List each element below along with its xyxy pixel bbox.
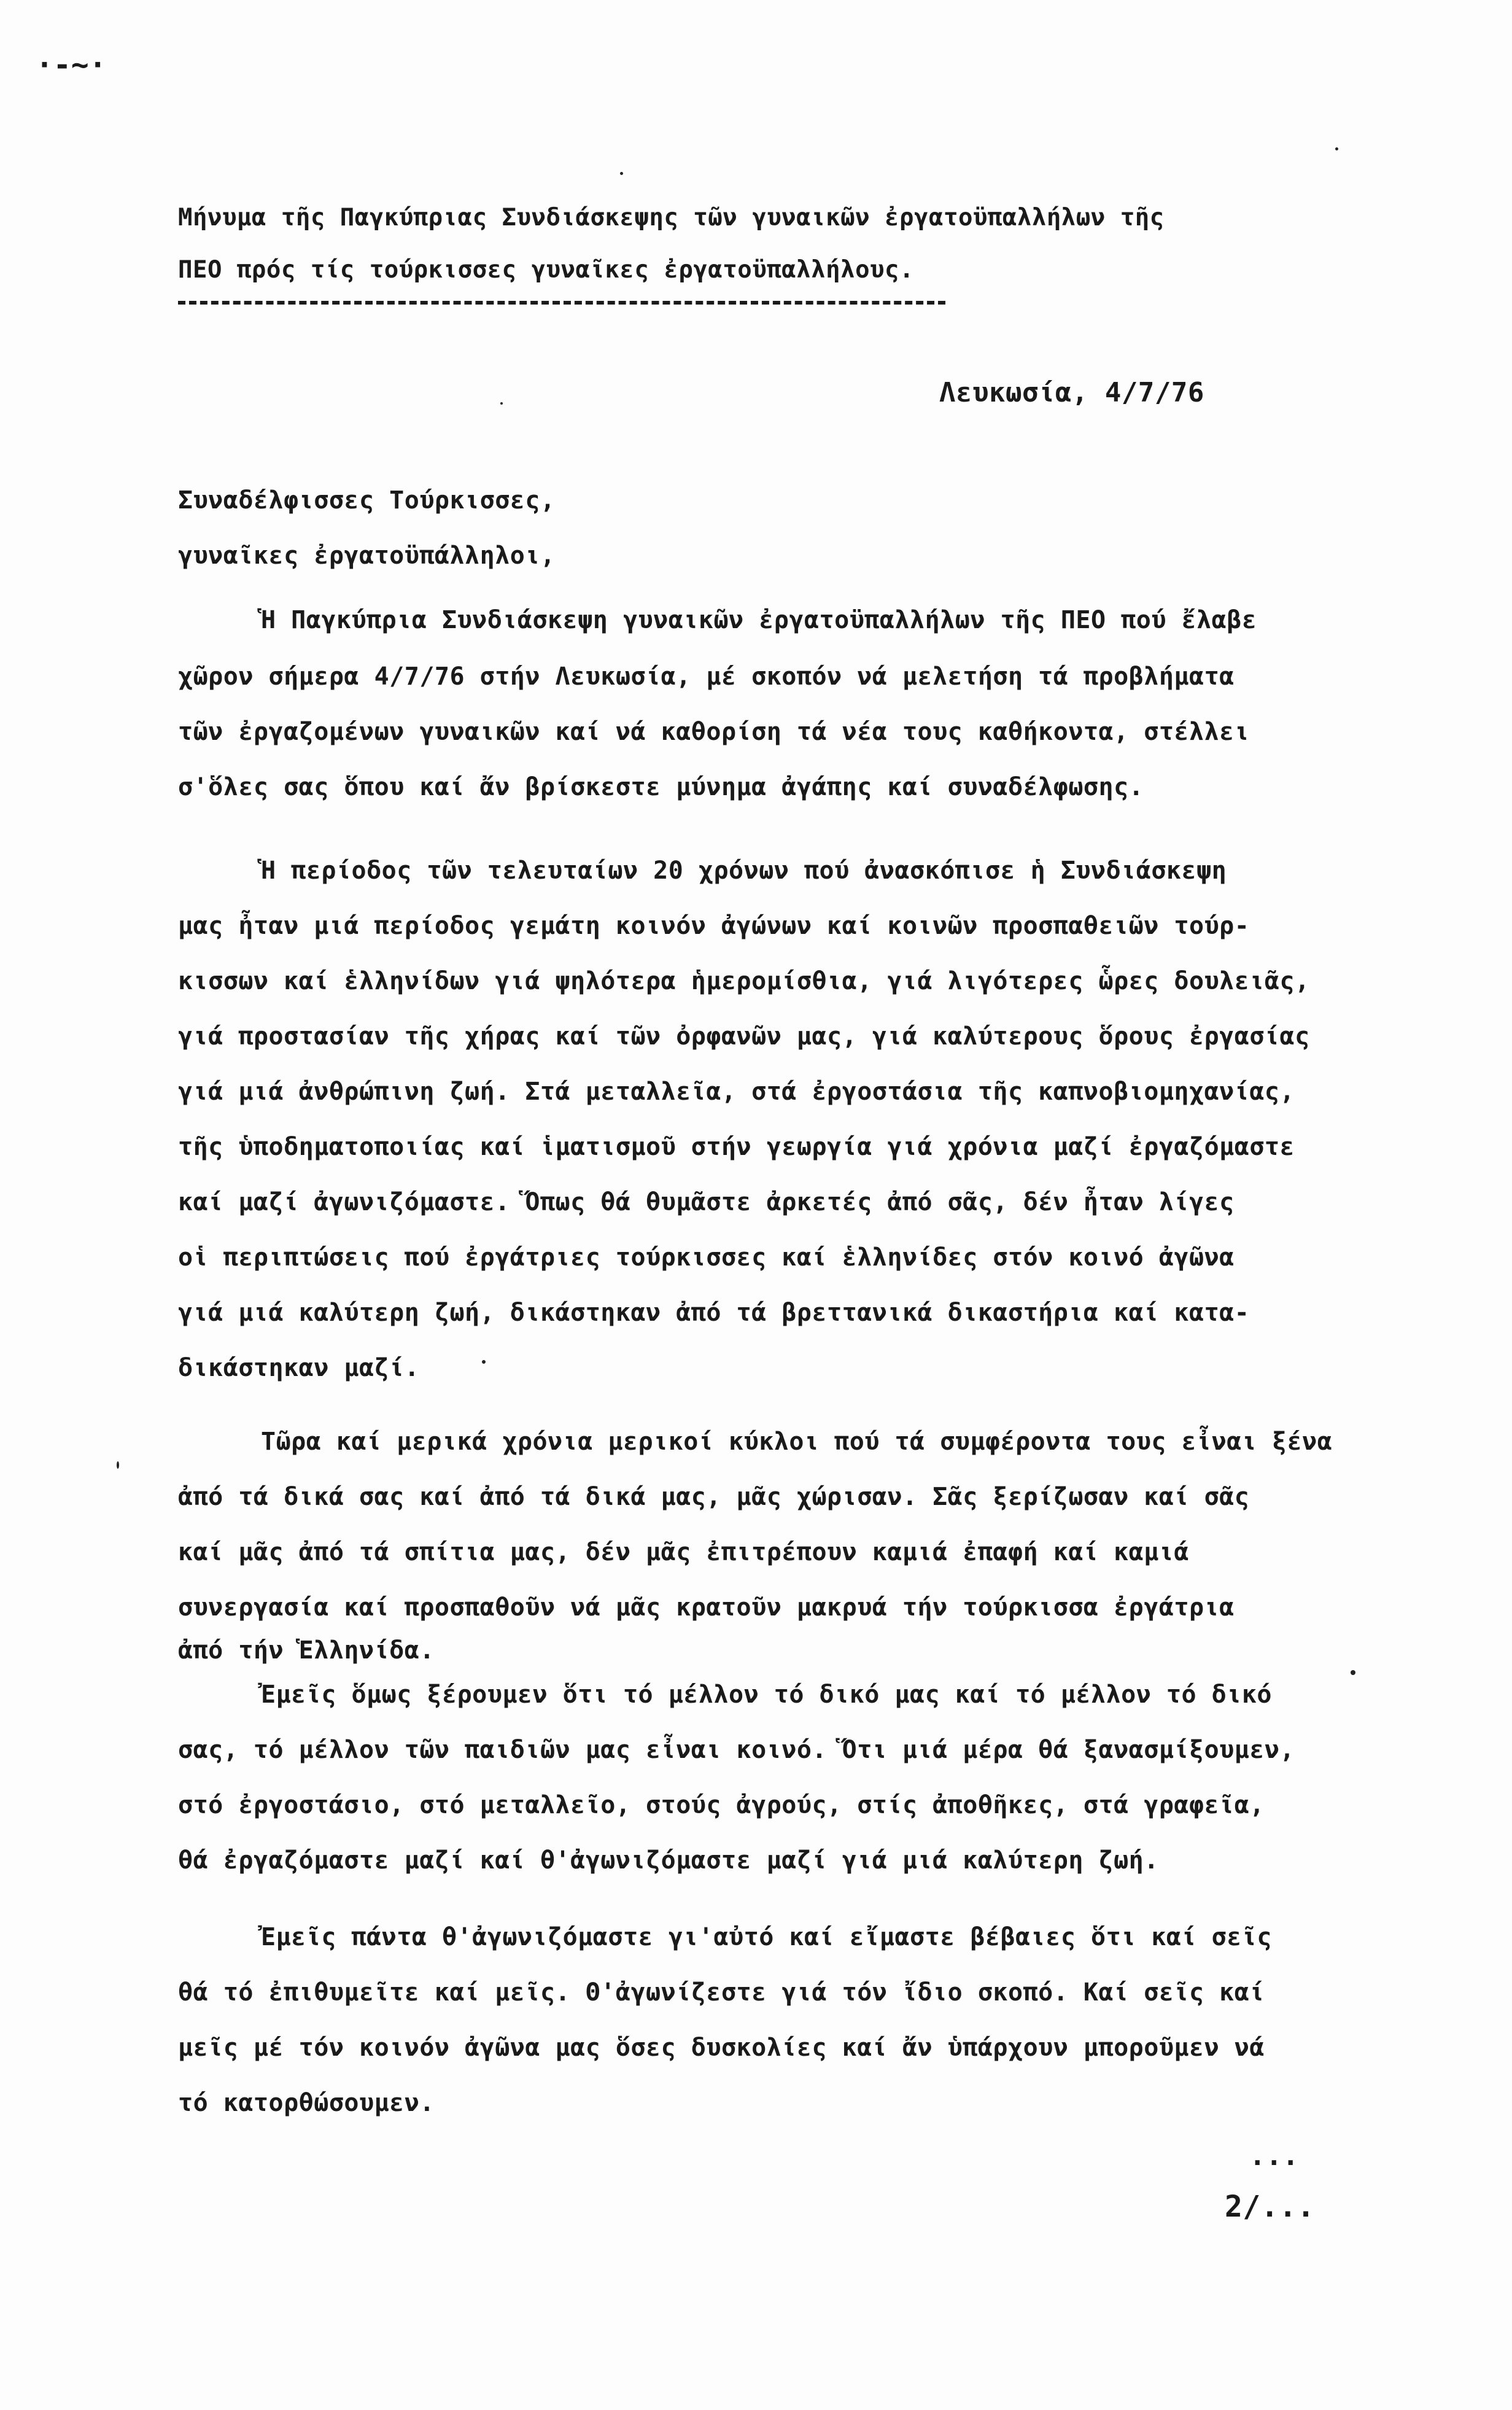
place-date: Λευκωσία, 4/7/76 — [939, 377, 1204, 408]
paragraph-2-line-5: γιά μιά ἀνθρώπινη ζωή. Στά μεταλλεῖα, στά ἐργοστάσια τῆς καπνοβιομηχανίας, — [178, 1078, 1295, 1106]
paragraph-5-line-3: μεῖς μέ τόν κοινόν ἀγῶνα μας ὅσες δυσκολίες καί ἄν ὑπάρχουν μποροῦμεν νά — [178, 2034, 1265, 2062]
paragraph-3-line-2: ἀπό τά δικά σας καί ἀπό τά δικά μας, μᾶς χώρισαν. Σᾶς ξερίζωσαν καί σᾶς — [178, 1483, 1250, 1511]
scan-speck — [117, 1461, 119, 1469]
paragraph-2-line-1: Ἡ περίοδος τῶν τελευταίων 20 χρόνων πού ἀνασκόπισε ἡ Συνδιάσκεψη — [261, 857, 1227, 885]
scan-speck — [1351, 1670, 1355, 1675]
paragraph-1-line-2: χῶρον σήμερα 4/7/76 στήν Λευκωσία, μέ σκοπόν νά μελετήση τά προβλήματα — [178, 663, 1235, 691]
salutation-line-2: γυναῖκες ἐργατοϋπάλληλοι, — [178, 542, 556, 570]
paragraph-1-line-3: τῶν ἐργαζομένων γυναικῶν καί νά καθορίση τά νέα τους καθήκοντα, στέλλει — [178, 718, 1250, 746]
paragraph-1-line-4: σ'ὅλες σας ὅπου καί ἄν βρίσκεστε μύνημα ἀγάπης καί συναδέλφωσης. — [178, 773, 1144, 801]
paragraph-4-line-2: σας, τό μέλλον τῶν παιδιῶν μας εἶναι κοινό. Ὅτι μιά μέρα θά ξανασμίξουμεν, — [178, 1736, 1295, 1764]
paragraph-2-line-9: γιά μιά καλύτερη ζωή, δικάστηκαν ἀπό τά βρεττανικά δικαστήρια καί κατα- — [178, 1299, 1250, 1327]
salutation-line-1: Συναδέλφισσες Τούρκισσες, — [178, 486, 556, 515]
title-underline — [178, 301, 945, 305]
paragraph-5-line-4: τό κατορθώσουμεν. — [178, 2089, 435, 2117]
page-marker: 2/... — [1225, 2190, 1315, 2224]
continuation-dots: ... — [1249, 2140, 1299, 2172]
paragraph-4-line-3: στό ἐργοστάσιο, στό μεταλλεῖο, στούς ἀγρούς, στίς ἀποθῆκες, στά γραφεῖα, — [178, 1791, 1265, 1819]
scan-speck — [482, 1360, 486, 1364]
paragraph-3-line-4: συνεργασία καί προσπαθοῦν νά μᾶς κρατοῦν μακρυά τήν τούρκισσα ἐργάτρια — [178, 1593, 1235, 1622]
paragraph-2-line-4: γιά προστασίαν τῆς χήρας καί τῶν ὀρφανῶν μας, γιά καλύτερους ὅρους ἐργασίας — [178, 1022, 1310, 1051]
paragraph-5-line-2: θά τό ἐπιθυμεῖτε καί μεῖς. Θ'ἀγωνίζεστε γιά τόν ἴδιο σκοπό. Καί σεῖς καί — [178, 1978, 1265, 2007]
scan-speck — [620, 172, 623, 175]
paragraph-5-line-1: Ἐμεῖς πάντα θ'ἀγωνιζόμαστε γι'αὐτό καί εἴμαστε βέβαιες ὅτι καί σεῖς — [261, 1923, 1272, 1951]
title-line-2: ΠΕΟ πρός τίς τούρκισσες γυναῖκες ἐργατοϋπαλλήλους. — [178, 256, 914, 284]
paragraph-2-line-8: οἱ περιπτώσεις πού ἐργάτριες τούρκισσες καί ἑλληνίδες στόν κοινό ἀγῶνα — [178, 1243, 1235, 1272]
paragraph-2-line-7: καί μαζί ἀγωνιζόμαστε. Ὅπως θά θυμᾶστε ἀρκετές ἀπό σᾶς, δέν ἦταν λίγες — [178, 1188, 1235, 1216]
paragraph-3-line-5: ἀπό τήν Ἑλληνίδα. — [178, 1636, 435, 1665]
paragraph-2-line-6: τῆς ὑποδηματοποιίας καί ἱματισμοῦ στήν γεωργία γιά χρόνια μαζί ἐργαζόμαστε — [178, 1133, 1295, 1161]
scan-speck — [1335, 147, 1338, 150]
corner-mark: ·-~· — [36, 48, 107, 82]
paragraph-2-line-10: δικάστηκαν μαζί. — [178, 1354, 420, 1382]
scan-speck — [500, 402, 503, 405]
paragraph-1-line-1: Ἡ Παγκύπρια Συνδιάσκεψη γυναικῶν ἐργατοϋπαλλήλων τῆς ΠΕΟ πού ἔλαβε — [261, 606, 1257, 634]
paragraph-2-line-2: μας ἦταν μιά περίοδος γεμάτη κοινόν ἀγώνων καί κοινῶν προσπαθειῶν τούρ- — [178, 912, 1250, 940]
title-line-1: Μήνυμα τῆς Παγκύπριας Συνδιάσκεψης τῶν γυναικῶν ἐργατοϋπαλλήλων τῆς — [178, 204, 1165, 231]
paragraph-3-line-1: Τῶρα καί μερικά χρόνια μερικοί κύκλοι πού τά συμφέροντα τους εἶναι ξένα — [261, 1428, 1333, 1456]
paragraph-4-line-1: Ἐμεῖς ὅμως ξέρουμεν ὅτι τό μέλλον τό δικό μας καί τό μέλλον τό δικό — [261, 1681, 1272, 1709]
paragraph-2-line-3: κισσων καί ἑλληνίδων γιά ψηλότερα ἡμερομίσθια, γιά λιγότερες ὧρες δουλειᾶς, — [178, 967, 1310, 995]
paragraph-4-line-4: θά ἐργαζόμαστε μαζί καί θ'ἀγωνιζόμαστε μαζί γιά μιά καλύτερη ζωή. — [178, 1846, 1159, 1875]
paragraph-3-line-3: καί μᾶς ἀπό τά σπίτια μας, δέν μᾶς ἐπιτρέπουν καμιά ἐπαφή καί καμιά — [178, 1538, 1189, 1566]
